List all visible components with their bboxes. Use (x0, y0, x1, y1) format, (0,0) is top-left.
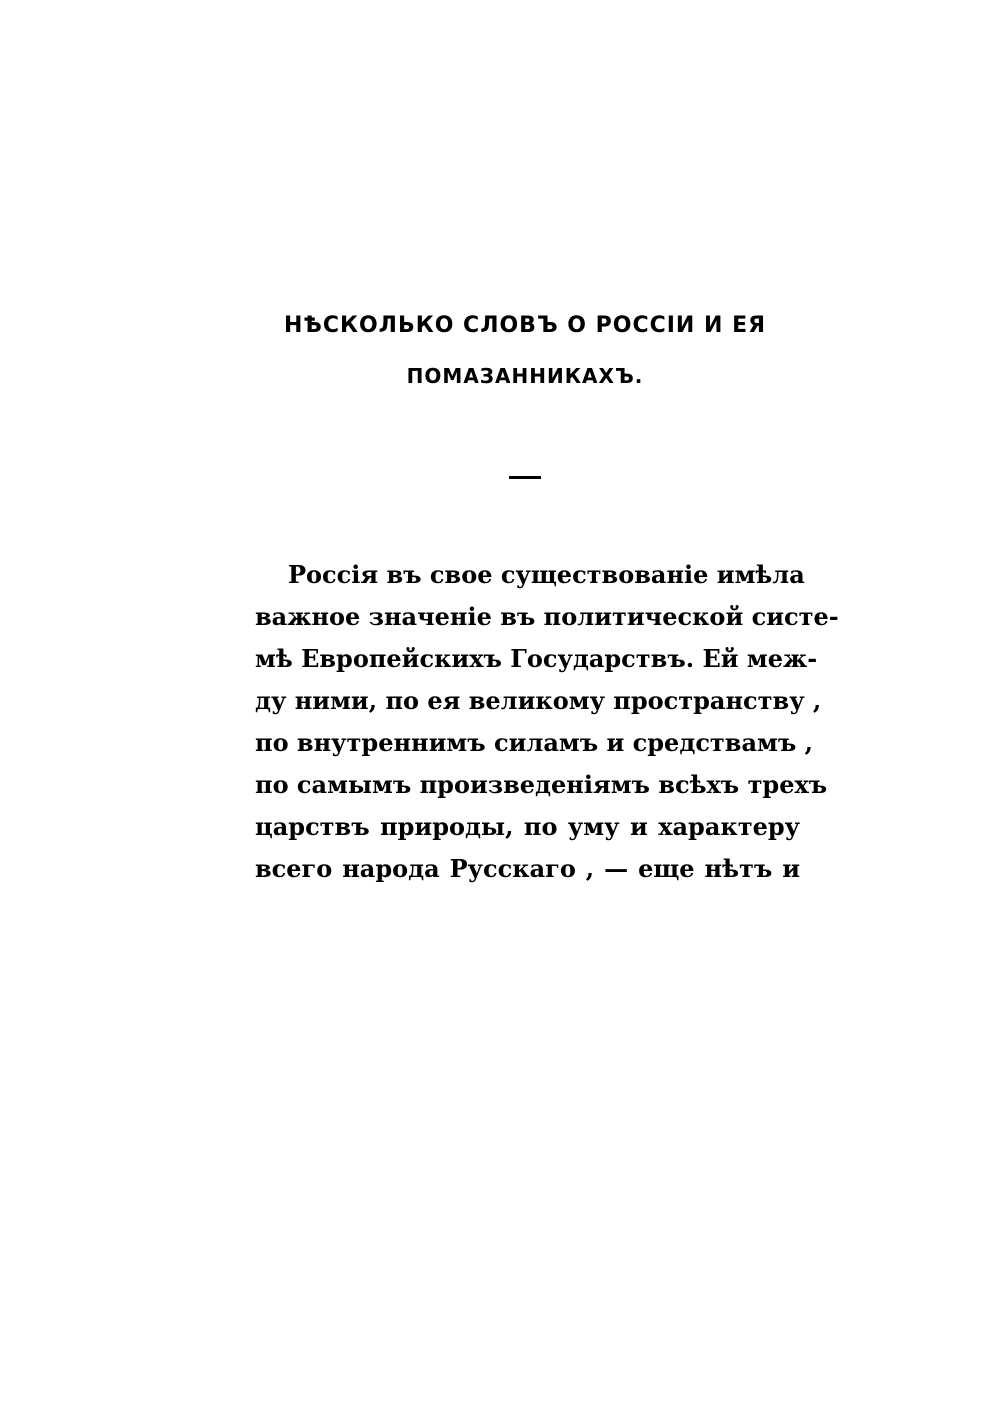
body-text-line: царствъ природы, по уму и характеру (255, 812, 800, 841)
body-text-line: важное значеніе въ политической систе- (255, 602, 839, 631)
body-text-line: по внутреннимъ силамъ и средствамъ , (255, 728, 813, 757)
body-text-line: всего народа Русскаго , — еще нѣтъ и (255, 854, 800, 883)
title-separator-rule (509, 476, 541, 479)
chapter-title-line-1: НѢСКОЛЬКО СЛОВЪ О РОССІИ И ЕЯ (283, 313, 767, 338)
body-text-line: Россія въ свое существованіе имѣла (288, 560, 805, 589)
body-text-line: по самымъ произведеніямъ всѣхъ трехъ (255, 770, 828, 799)
body-text-line: ду ними, по ея великому пространству , (255, 686, 822, 715)
body-text-line: мѣ Европейскихъ Государствъ. Ей меж- (255, 644, 818, 673)
chapter-title-line-2: ПОМАЗАННИКАХЪ. (406, 364, 644, 388)
